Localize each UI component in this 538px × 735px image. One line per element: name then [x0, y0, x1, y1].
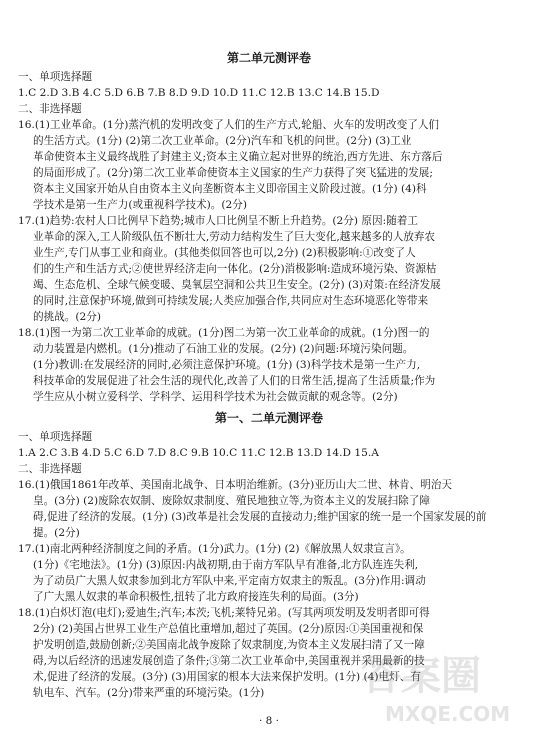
- unit2-title: 第二单元测评卷: [226, 51, 311, 65]
- unit2-q17-line: 17.(1)趋势:农村人口比例早下趋势;城市人口比例呈不断上升趋势。(2分) 原因:随着工: [18, 215, 418, 227]
- unit2-q16-line: 的局面形成了。(2分)第二次工业革命使资本主义国家的生产力获得了突飞猛进的发展;: [33, 167, 433, 179]
- unit12-q16-line: 16.(1)俄国1861年改革、美国南北战争、日本明治维新。(3分)亚历山大二世、林肯、明治天: [18, 479, 453, 491]
- unit12-q17-line: 17.(1)南北两种经济制度之间的矛盾。(1分)武力。(1分) (2)《解放黑人奴隶宣言》。: [18, 543, 411, 555]
- unit12-q18-line: 碍,为以后经济的迅速发展创造了条件;③第二次工业革命中,美国重视并采用最新的技: [33, 655, 425, 667]
- unit2-choice-answers: 1.C 2.D 3.B 4.C 5.D 6.B 7.B 8.D 9.D 10.D 11.C 12.B 13.C 14.B 15.D: [18, 87, 380, 99]
- unit12-q18-line: 2分) (2)美国占世界工业生产总值比重增加,超过了英国。(2分)原因:①美国重视和保: [33, 623, 424, 635]
- unit12-q16-line: 提。(2分): [33, 527, 80, 539]
- unit2-q16-line: 资本主义国家开始从自由资本主义向垄断资本主义即帝国主义阶段过渡。(1分) (4)科: [33, 183, 427, 195]
- unit12-q17-line: 了广大黑人奴隶的革命积极性,扭转了北方政府接连失利的局面。(3分): [33, 591, 359, 603]
- unit2-q17-line: 的挑战。(2分): [33, 311, 101, 323]
- unit2-q17-line: 业生产,专门从事工业和商业。(其他类似回答也可以,2分) (2)积极影响:①改变了人: [33, 247, 416, 259]
- unit2-q18-line: 18.(1)图一为第二次工业革命的成就。(1分)图二为第一次工业革命的成就。(1分)图一的: [18, 327, 430, 339]
- watermark-logo-icon: [355, 637, 530, 729]
- unit12-q18-line: 术,促进了经济的发展。(3分) (3)用国家的根本大法来保护发明。(1分) (4)电灯、有: [33, 671, 421, 683]
- unit2-section2-heading: 二、非选择题: [18, 103, 82, 115]
- unit2-q16-line: 革命使资本主义最终战胜了封建主义;资本主义确立起对世界的统治,西方先进、东方落后: [33, 151, 443, 163]
- watermark-text: 答案圈: [361, 653, 481, 699]
- unit12-q18-line: 轨电车、汽车。(2分)带来严重的环境污染。(1分): [33, 687, 265, 699]
- unit2-q16-line: 的生活方式。(1分) (2)第二次工业革命。(2分)汽车和飞机的问世。(2分) (3)工业: [33, 135, 412, 147]
- unit2-q18-line: 动力装置是内燃机。(1分)推动了石油工业的发展。(2分) (2)问题:环境污染问题。: [33, 343, 414, 355]
- unit2-q18-line: 科技革命的发展促进了社会生活的现代化,改善了人们的日常生活,提高了生活质量;作为: [33, 375, 436, 387]
- unit12-section1-heading: 一、单项选择题: [18, 431, 93, 443]
- unit2-q16-line: 16.(1)工业革命。(1分)蒸汽机的发明改变了人们的生产方式,轮船、火车的发明改变了人们: [18, 119, 440, 131]
- unit2-q17-line: 们的生产和生活方式;②使世界经济走向一体化。(2分)消极影响:造成环境污染、资源枯: [33, 263, 437, 275]
- unit12-q17-line: (1分)《宅地法》。(1分) (3)原因:内战初期,由于南方军队早有准备,北方队连连失利,: [33, 559, 419, 571]
- unit12-q18-line: 18.(1)白炽灯泡(电灯);爱迪生;汽车;本茨;飞机;莱特兄弟。(写其两项发明及发明者即可得: [18, 607, 430, 619]
- unit12-q17-line: 为了动员广大黑人奴隶参加到北方军队中来,平定南方奴隶主的叛乱。(3分)作用:调动: [33, 575, 426, 587]
- page-number: · 8 ·: [258, 715, 280, 727]
- unit2-section1-heading: 一、单项选择题: [18, 71, 93, 83]
- unit2-q17-line: 的同时,注意保护环境,做到可持续发展;人类应加强合作,共同应对生态环境恶化等带来: [33, 295, 429, 307]
- watermark-sub: MXQE.COM: [385, 702, 511, 726]
- unit12-q16-line: 碍,促进了经济的发展。(1分) (3)改革是社会发展的直接动力;维护国家的统一是一个国家发展的前: [33, 511, 487, 523]
- unit12-section2-heading: 二、非选择题: [18, 463, 82, 475]
- unit12-q18-line: 护发明创造,鼓励创新;②美国南北战争废除了奴隶制度,为资本主义发展扫清了又一障: [33, 639, 425, 651]
- unit2-q17-line: 业革命的深入,工人阶级队伍不断壮大,劳动力结构发生了巨大变化,越来越多的人放弃农: [33, 231, 436, 243]
- unit2-q17-line: 竭、生态危机、全球气候变暖、臭氧层空洞和公共卫生安全。(2分) (3)对策:在经济发展: [33, 279, 441, 291]
- unit12-q16-line: 皇。(3分) (2)废除农奴制、废除奴隶制度、殖民地独立等,为资本主义的发展扫除了障: [33, 495, 430, 507]
- unit12-choice-answers: 1.A 2.C 3.B 4.D 5.C 6.D 7.D 8.C 9.B 10.C 11.C 12.B 13.D 14.D 15.A: [18, 447, 379, 459]
- unit2-q18-line: 学生应从小树立爱科学、学科学、运用科学技术为社会做贡献的观念等。(2分): [33, 391, 398, 403]
- unit2-q16-line: 学技术是第一生产力(或重视科学技术)。(2分): [33, 199, 247, 211]
- unit2-q18-line: (1分)教训:在发展经济的同时,必须注意保护环境。(1分) (3)科学技术是第一生产力,: [33, 359, 421, 371]
- unit12-title: 第一、二单元测评卷: [214, 411, 323, 425]
